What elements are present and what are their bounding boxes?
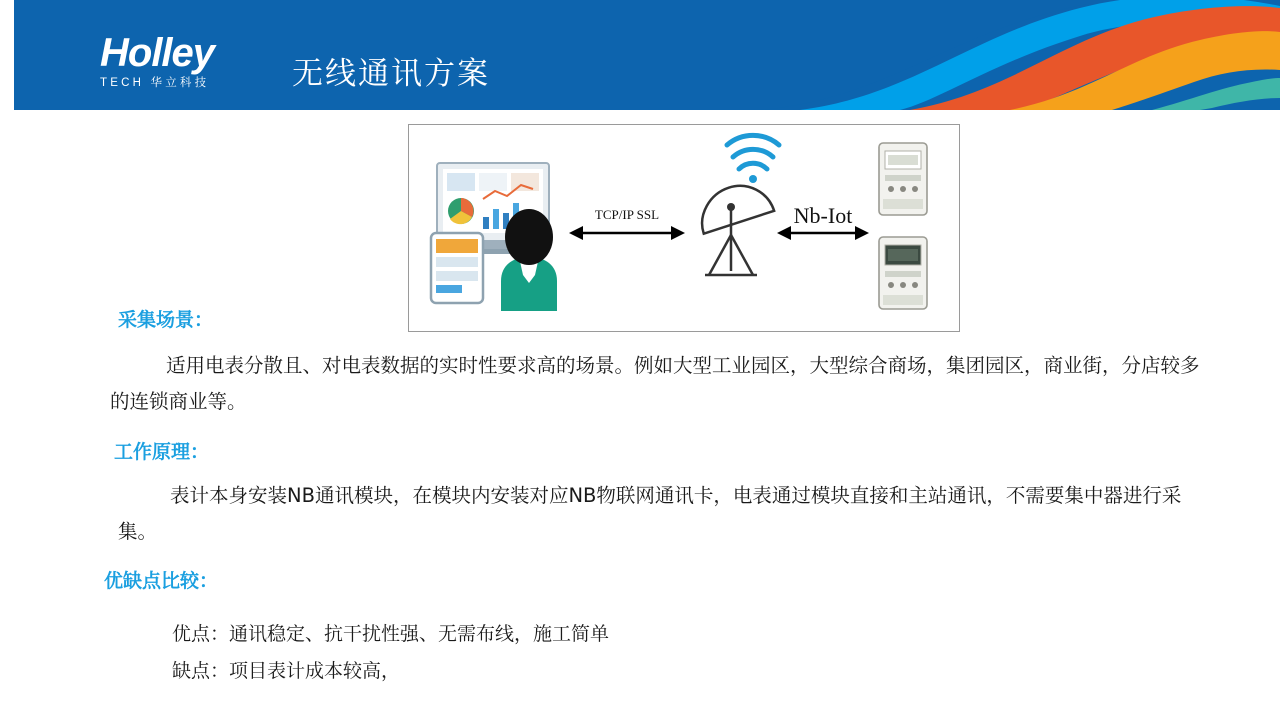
electric-meter-icon-top [879, 143, 927, 215]
section-body-scene: 适用电表分散且、对电表数据的实时性要求高的场景。例如大型工业园区，大型综合商场，集团园区，商业街，分店较多的连锁商业等。 [110, 354, 1200, 413]
section-heading-scene: 采集场景： [118, 309, 214, 331]
holley-logo [100, 31, 270, 89]
logo-wordmark: Holley [100, 31, 215, 75]
section-heading-comparison: 优缺点比较： [104, 570, 219, 592]
satellite-dish-icon [693, 177, 775, 275]
page-title: 无线通讯方案 [292, 56, 490, 92]
header-left-margin [0, 0, 14, 110]
link-label: TCP/IP SSL [594, 207, 660, 222]
electric-meter-icon-bottom [879, 237, 927, 309]
diagram-svg [409, 125, 959, 331]
comparison-cons: 缺点：项目表计成本较高， [172, 660, 401, 682]
header-divider [0, 110, 1280, 114]
architecture-diagram [408, 124, 960, 332]
tablet-icon [431, 233, 483, 303]
double-arrow-icon-left [569, 226, 685, 240]
double-arrow-icon-right [777, 226, 869, 240]
logo-subtitle: TECH 华立科技 [100, 77, 210, 89]
section-heading-principle: 工作原理： [114, 441, 210, 463]
wifi-signal-icon [727, 135, 779, 183]
section-body-principle: 表计本身安装NB通讯模块，在模块内安装对应NB物联网通讯卡，电表通过模块直接和主站通讯，不需要集中器进行采集。 [118, 484, 1182, 543]
protocol-label: Nb-Iot [793, 203, 853, 228]
page-header [0, 0, 1280, 110]
person-icon [501, 209, 557, 311]
comparison-pros: 优点：通讯稳定、抗干扰性强、无需布线，施工简单 [172, 623, 610, 645]
